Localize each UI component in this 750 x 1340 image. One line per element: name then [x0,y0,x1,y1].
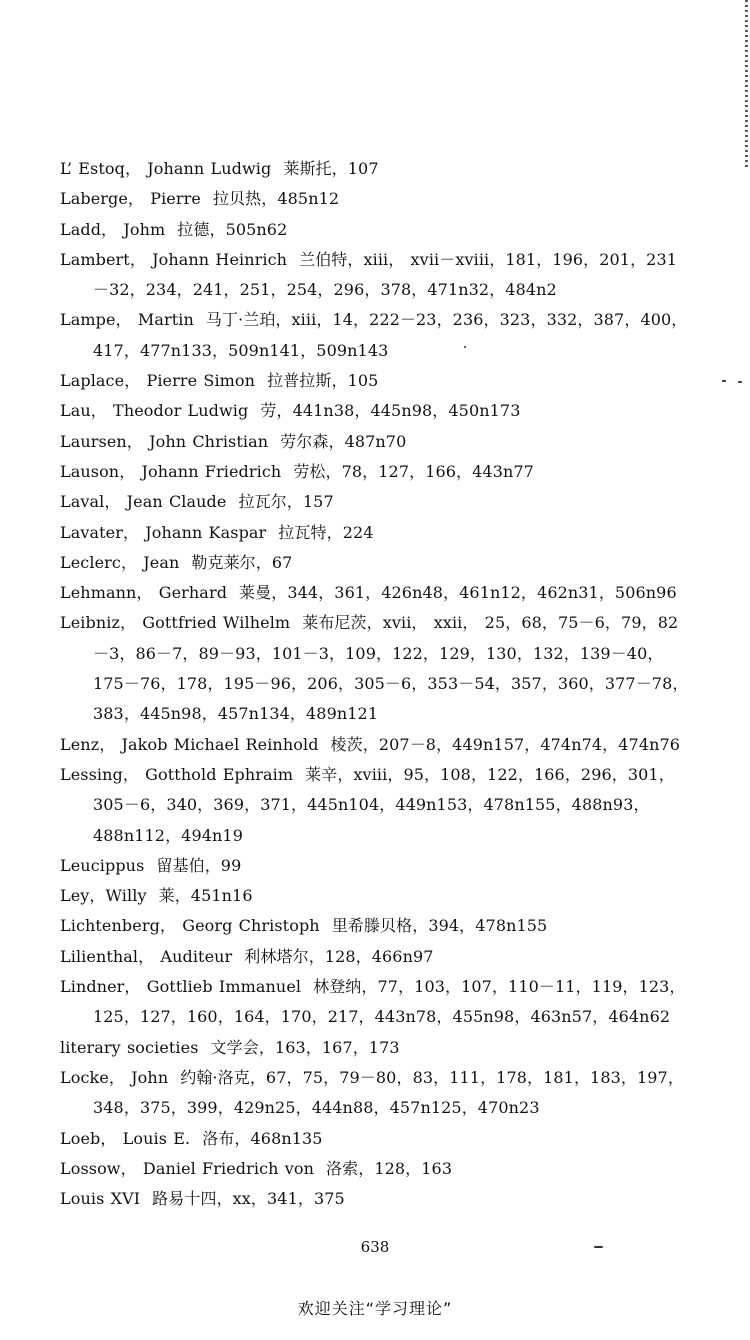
entry-chinese-name: 马丁·兰珀 [205,310,276,330]
entry-chinese-name: 劳松 [293,461,326,481]
entry-chinese-name: 莱 [158,886,175,906]
entry-pages: ，67 [255,552,293,572]
entry-term: Lenz， Jakob Michael Reinhold [60,734,319,754]
index-entry [60,578,690,608]
index-entry [60,881,690,911]
entry-chinese-name: 莱辛 [305,764,338,784]
entry-pages: ，163，167，173 [258,1037,400,1057]
entry-term: Leucippus [60,855,145,875]
index-entry [60,305,690,366]
index-list [60,154,690,1214]
entry-term: Lilienthal， Auditeur [60,946,233,966]
index-entry [60,396,690,426]
entry-chinese-name: 勒克莱尔 [191,552,256,572]
entry-chinese-name: 里希滕贝格 [331,916,413,936]
index-entry [60,1124,690,1154]
entry-chinese-name: 利林塔尔 [244,946,309,966]
entry-term: Lindner， Gottlieb Immanuel [60,977,302,997]
entry-term: literary societies [60,1037,199,1057]
entry-term: L’ Estoq， Johann Ludwig [60,159,272,178]
entry-pages: ，67，75，79－80，83，111，178，181，183，197，348，375，399，429n25，444n88，457n125，470n23 [93,1067,684,1118]
entry-pages: ，485n12 [261,189,340,209]
entry-pages: ，xvii， xxii， 25，68，75－6，79，82－3，86－7，89－93，101－3，109，122，129，130，132，139－40，175－76，178，195－96，206，305－6，353－54，357，360，377－78，383，445n98，457n134，489n121 [93,613,689,724]
entry-chinese-name: 洛布 [202,1128,235,1148]
entry-pages: ，451n16 [174,886,253,906]
entry-chinese-name: 兰伯特 [299,249,348,269]
index-entry [60,1033,690,1063]
entry-chinese-name: 劳尔森 [280,431,329,451]
entry-pages: ，468n135 [234,1128,323,1148]
entry-term: Leibniz， Gottfried Wilhelm [60,613,291,633]
entry-pages: ，224 [326,522,374,542]
index-entry [60,851,690,881]
entry-chinese-name: 拉贝热 [212,189,262,209]
entry-term: Lehmann， Gerhard [60,583,228,603]
entry-chinese-name: 劳 [260,401,277,421]
entry-pages: ，128，163 [358,1158,453,1178]
entry-term: Lau， Theodor Ludwig [60,401,249,421]
entry-term: Loeb， Louis E. [60,1128,191,1148]
entry-term: Lambert， Johann Heinrich [60,249,288,269]
entry-term: Laval， Jean Claude [60,492,227,512]
entry-pages: ，505n62 [209,219,288,239]
index-entry [60,730,690,760]
index-entry [60,972,690,1033]
entry-term: Ladd， Johm [60,219,166,239]
entry-chinese-name: 莱斯托 [283,159,332,178]
entry-pages: ，105 [331,371,379,391]
entry-term: Lavater， Johann Kaspar [60,522,267,542]
entry-chinese-name: 拉普拉斯 [267,371,332,391]
entry-pages: ，107 [331,159,379,178]
index-entry [60,518,690,548]
entry-chinese-name: 留基伯 [156,855,205,875]
entry-chinese-name: 洛索 [326,1158,359,1178]
entry-term: Louis XVI [60,1189,141,1209]
index-entry [60,942,690,972]
scan-speck [738,381,742,383]
index-entry [60,427,690,457]
entry-term: Laursen， John Christian [60,431,269,451]
entry-pages: ，441n38，445n98，450n173 [276,401,521,421]
entry-term: Laplace， Pierre Simon [60,371,256,391]
index-entry [60,487,690,517]
entry-pages: ，xiii，14，222－23，236，323，332，387，400，417，477n133，509n141，509n143 [93,310,688,360]
page-number: 638 [360,1238,390,1256]
entry-chinese-name: 拉德 [177,219,210,239]
entry-chinese-name: 拉瓦特 [278,522,327,542]
entry-pages: ，128，466n97 [308,946,434,966]
index-entry [60,184,690,214]
index-entry [60,366,690,396]
scan-speck [722,380,726,382]
scan-edge-marks [745,0,748,170]
entry-term: Lauson， Johann Friedrich [60,461,282,481]
entry-chinese-name: 莱曼 [239,583,272,603]
index-entry [60,1184,690,1214]
entry-term: Locke， John [60,1067,169,1087]
entry-pages: ，77，103，107，110－11，119，123，125，127，160，164，170，217，443n78，455n98，463n57，464n62 [93,977,686,1027]
index-entry [60,1154,690,1184]
index-entry [60,608,690,729]
entry-term: Ley，Willy [60,886,147,906]
entry-term: Lichtenberg， Georg Christoph [60,916,320,936]
index-entry [60,760,690,851]
entry-pages: ，xx，341，375 [216,1189,345,1209]
index-entry [60,1063,690,1124]
entry-chinese-name: 棱茨 [330,734,363,754]
entry-pages: ，394，478n155 [412,916,548,936]
index-entry [60,215,690,245]
entry-term: Leclerc， Jean [60,552,180,572]
entry-pages: ，99 [204,855,242,875]
index-entry [60,911,690,941]
entry-term: Lossow， Daniel Friedrich von [60,1158,315,1178]
entry-chinese-name: 文学会 [210,1037,259,1057]
index-entry [60,548,690,578]
entry-term: Laberge， Pierre [60,189,201,209]
footer-watermark-text: 欢迎关注“学习理论” [297,1299,453,1318]
entry-chinese-name: 约翰·洛克 [180,1067,250,1087]
entry-pages: ，78，127，166，443n77 [325,461,534,481]
index-entry [60,457,690,487]
entry-term: Lampe， Martin [60,310,194,330]
entry-chinese-name: 林登纳 [313,977,362,997]
entry-pages: ，487n70 [328,431,407,451]
entry-term: Lessing， Gotthold Ephraim [60,764,294,784]
entry-pages: ，157 [286,492,334,512]
index-entry [60,154,690,184]
entry-pages: ，xiii， xvii－xviii，181，196，201，231－32，234，241，251，254，296，378，471n32，484n2 [93,249,678,300]
index-entry [60,245,690,306]
entry-pages: ，344，361，426n48，461n12，462n31，506n96 [271,583,677,603]
entry-chinese-name: 路易十四 [152,1189,217,1209]
entry-pages: ，xviii，95，108，122，166，296，301，305－6，340，369，371，445n104，449n153，478n155，488n93，488n112，494n19 [93,764,675,845]
entry-pages: ，207－8，449n157，474n74，474n76 [362,734,681,754]
entry-chinese-name: 拉瓦尔 [238,492,287,512]
entry-chinese-name: 莱布尼茨 [302,613,367,633]
